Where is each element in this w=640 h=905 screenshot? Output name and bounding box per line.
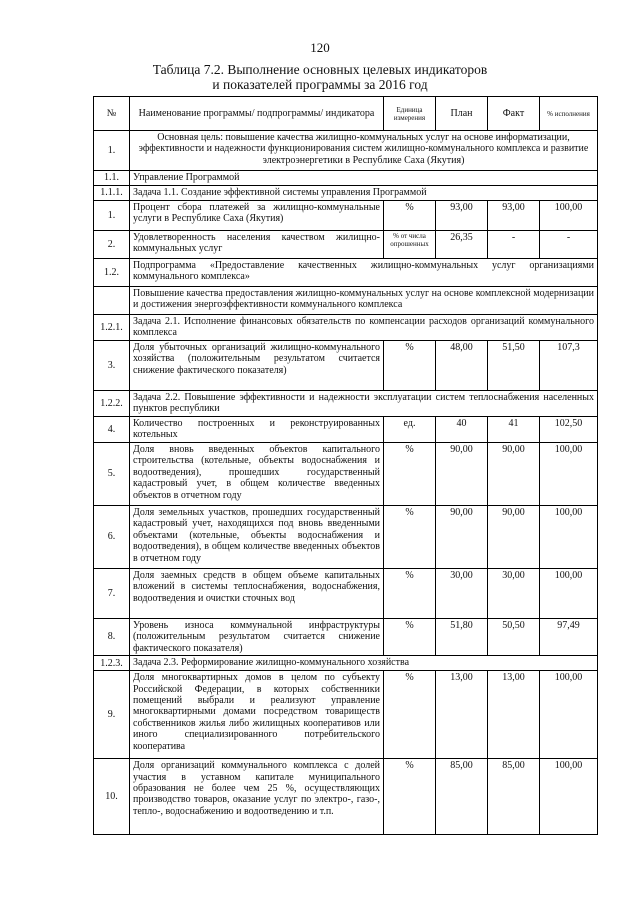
indicator-row	[94, 341, 598, 391]
indicator-plan: 13,00	[436, 671, 488, 759]
indicator-name: Количество построенных и реконструированных котельных	[130, 417, 384, 443]
header-row	[94, 97, 598, 131]
row-num: 1.2.2.	[94, 391, 130, 417]
section-row	[94, 171, 598, 186]
row-num: 1.2.	[94, 259, 130, 287]
indicators-table	[93, 96, 598, 835]
indicator-row	[94, 443, 598, 506]
subprogram-goal-text: Повышение качества предоставления жилищно-коммунальных услуг на основе комплексной модернизации и достижения энергоэффективности коммунального комплекса	[130, 287, 598, 315]
subprogram-row	[94, 259, 598, 287]
task-row	[94, 656, 598, 671]
indicator-percent: 100,00	[540, 443, 598, 506]
indicator-plan: 30,00	[436, 569, 488, 619]
row-num: 3.	[94, 341, 130, 391]
indicator-percent: 100,00	[540, 506, 598, 569]
row-num: 1.	[94, 201, 130, 231]
header-name: Наименование программы/ подпрограммы/ индикатора	[130, 97, 384, 131]
indicator-unit: %	[384, 443, 436, 506]
row-num: 1.2.1.	[94, 315, 130, 341]
indicator-row	[94, 759, 598, 835]
indicator-fact: 30,00	[488, 569, 540, 619]
indicator-unit: ед.	[384, 417, 436, 443]
row-num: 1.1.1.	[94, 186, 130, 201]
indicator-fact: 13,00	[488, 671, 540, 759]
page-number: 120	[310, 40, 330, 55]
task-text: Задача 2.3. Реформирование жилищно-коммунального хозяйства	[130, 656, 598, 671]
indicator-percent: 107,3	[540, 341, 598, 391]
indicator-plan: 85,00	[436, 759, 488, 835]
indicator-unit: %	[384, 201, 436, 231]
indicator-row	[94, 417, 598, 443]
indicator-name: Доля заемных средств в общем объеме капитальных вложений в системы теплоснабжения, водоснабжения, водоотведения и очистки сточных вод	[130, 569, 384, 619]
indicator-fact: 50,50	[488, 619, 540, 656]
indicator-fact: -	[488, 231, 540, 259]
indicator-name: Доля убыточных организаций жилищно-коммунального хозяйства (положительным результатом считается снижение фактического показателя)	[130, 341, 384, 391]
indicator-name: Процент сбора платежей за жилищно-коммунальные услуги в Республике Саха (Якутия)	[130, 201, 384, 231]
indicator-fact: 41	[488, 417, 540, 443]
indicator-percent: 100,00	[540, 759, 598, 835]
indicator-name: Доля многоквартирных домов в целом по субъекту Российской Федерации, в которых собственники помещений выбрали и реализуют управление многоквартирными домами посредством товариществ собственников жилья либо жилищных кооперативов или иного специализированного потребительского кооператива	[130, 671, 384, 759]
row-num: 2.	[94, 231, 130, 259]
title-line-1: Таблица 7.2. Выполнение основных целевых индикаторов	[152, 62, 488, 77]
row-num: 4.	[94, 417, 130, 443]
indicator-row	[94, 569, 598, 619]
row-num: 1.1.	[94, 171, 130, 186]
indicator-unit: %	[384, 671, 436, 759]
indicator-fact: 90,00	[488, 506, 540, 569]
indicator-name: Удовлетворенность населения качеством жилищно-коммунальных услуг	[130, 231, 384, 259]
header-unit: Единица измерения	[384, 97, 436, 131]
indicator-unit: %	[384, 619, 436, 656]
indicator-plan: 93,00	[436, 201, 488, 231]
row-num: 1.	[94, 131, 130, 171]
row-num: 6.	[94, 506, 130, 569]
indicator-percent: 100,00	[540, 569, 598, 619]
goal-text: Основная цель: повышение качества жилищно-коммунальных услуг на основе информатизации, эффективности и надежности функционирования систем жилищно-коммунального комплекса и развитие электроэнергетики в Республике Саха (Якутия)	[130, 131, 598, 171]
indicator-fact: 51,50	[488, 341, 540, 391]
task-text: Задача 1.1. Создание эффективной системы управления Программой	[130, 186, 598, 201]
indicator-name: Уровень износа коммунальной инфраструктуры (положительным результатом считается снижение фактического показателя)	[130, 619, 384, 656]
header-num: №	[94, 97, 130, 131]
indicator-row	[94, 231, 598, 259]
indicator-percent: 102,50	[540, 417, 598, 443]
row-num: 8.	[94, 619, 130, 656]
indicator-name: Доля вновь введенных объектов капитального строительства (котельные, объекты водоснабжения и водоотведения), прошедших государственный кадастровый учет, в общем количестве введенных объектов в отчетном году	[130, 443, 384, 506]
subprogram-text: Подпрограмма «Предоставление качественных жилищно-коммунальных услуг организациями коммунального комплекса»	[130, 259, 598, 287]
task-row	[94, 391, 598, 417]
indicator-unit: % от числа опрошенных	[384, 231, 436, 259]
indicator-plan: 26,35	[436, 231, 488, 259]
task-row	[94, 315, 598, 341]
indicator-plan: 51,80	[436, 619, 488, 656]
indicator-name: Доля земельных участков, прошедших государственный кадастровый учет, находящихся под вновь введенными объектами (котельные, объекты водоснабжения и водоотведения), в общем количестве введенных объектов в отчетном году	[130, 506, 384, 569]
task-row	[94, 186, 598, 201]
row-num: 1.2.3.	[94, 656, 130, 671]
goal-row	[94, 131, 598, 171]
indicator-percent: -	[540, 231, 598, 259]
task-text: Задача 2.2. Повышение эффективности и надежности эксплуатации систем теплоснабжения населенных пунктов республики	[130, 391, 598, 417]
indicator-fact: 90,00	[488, 443, 540, 506]
header-plan: План	[436, 97, 488, 131]
indicator-plan: 90,00	[436, 443, 488, 506]
row-num: 7.	[94, 569, 130, 619]
indicator-unit: %	[384, 506, 436, 569]
indicator-plan: 40	[436, 417, 488, 443]
section-text: Управление Программой	[130, 171, 598, 186]
indicator-unit: %	[384, 759, 436, 835]
row-num: 9.	[94, 671, 130, 759]
subprogram-goal-row	[94, 287, 598, 315]
table-title	[0, 62, 640, 92]
row-num: 5.	[94, 443, 130, 506]
row-num: 10.	[94, 759, 130, 835]
indicator-unit: %	[384, 569, 436, 619]
header-percent: % исполнения	[540, 97, 598, 131]
header-fact: Факт	[488, 97, 540, 131]
indicator-row	[94, 671, 598, 759]
indicator-row	[94, 619, 598, 656]
indicator-plan: 90,00	[436, 506, 488, 569]
row-num-empty	[94, 287, 130, 315]
indicator-percent: 100,00	[540, 201, 598, 231]
task-text: Задача 2.1. Исполнение финансовых обязательств по компенсации расходов организаций коммунального комплекса	[130, 315, 598, 341]
indicator-fact: 85,00	[488, 759, 540, 835]
indicator-row	[94, 506, 598, 569]
title-line-2: и показателей программы за 2016 год	[212, 77, 428, 92]
indicator-name: Доля организаций коммунального комплекса с долей участия в уставном капитале муниципального образования не более чем 25 %, осуществляющих производство товаров, оказание услуг по электро-, газо-, тепло-, водоснабжению и водоотведению и т.п.	[130, 759, 384, 835]
indicator-plan: 48,00	[436, 341, 488, 391]
indicator-percent: 100,00	[540, 671, 598, 759]
indicator-row	[94, 201, 598, 231]
indicator-unit: %	[384, 341, 436, 391]
indicator-percent: 97,49	[540, 619, 598, 656]
indicator-fact: 93,00	[488, 201, 540, 231]
